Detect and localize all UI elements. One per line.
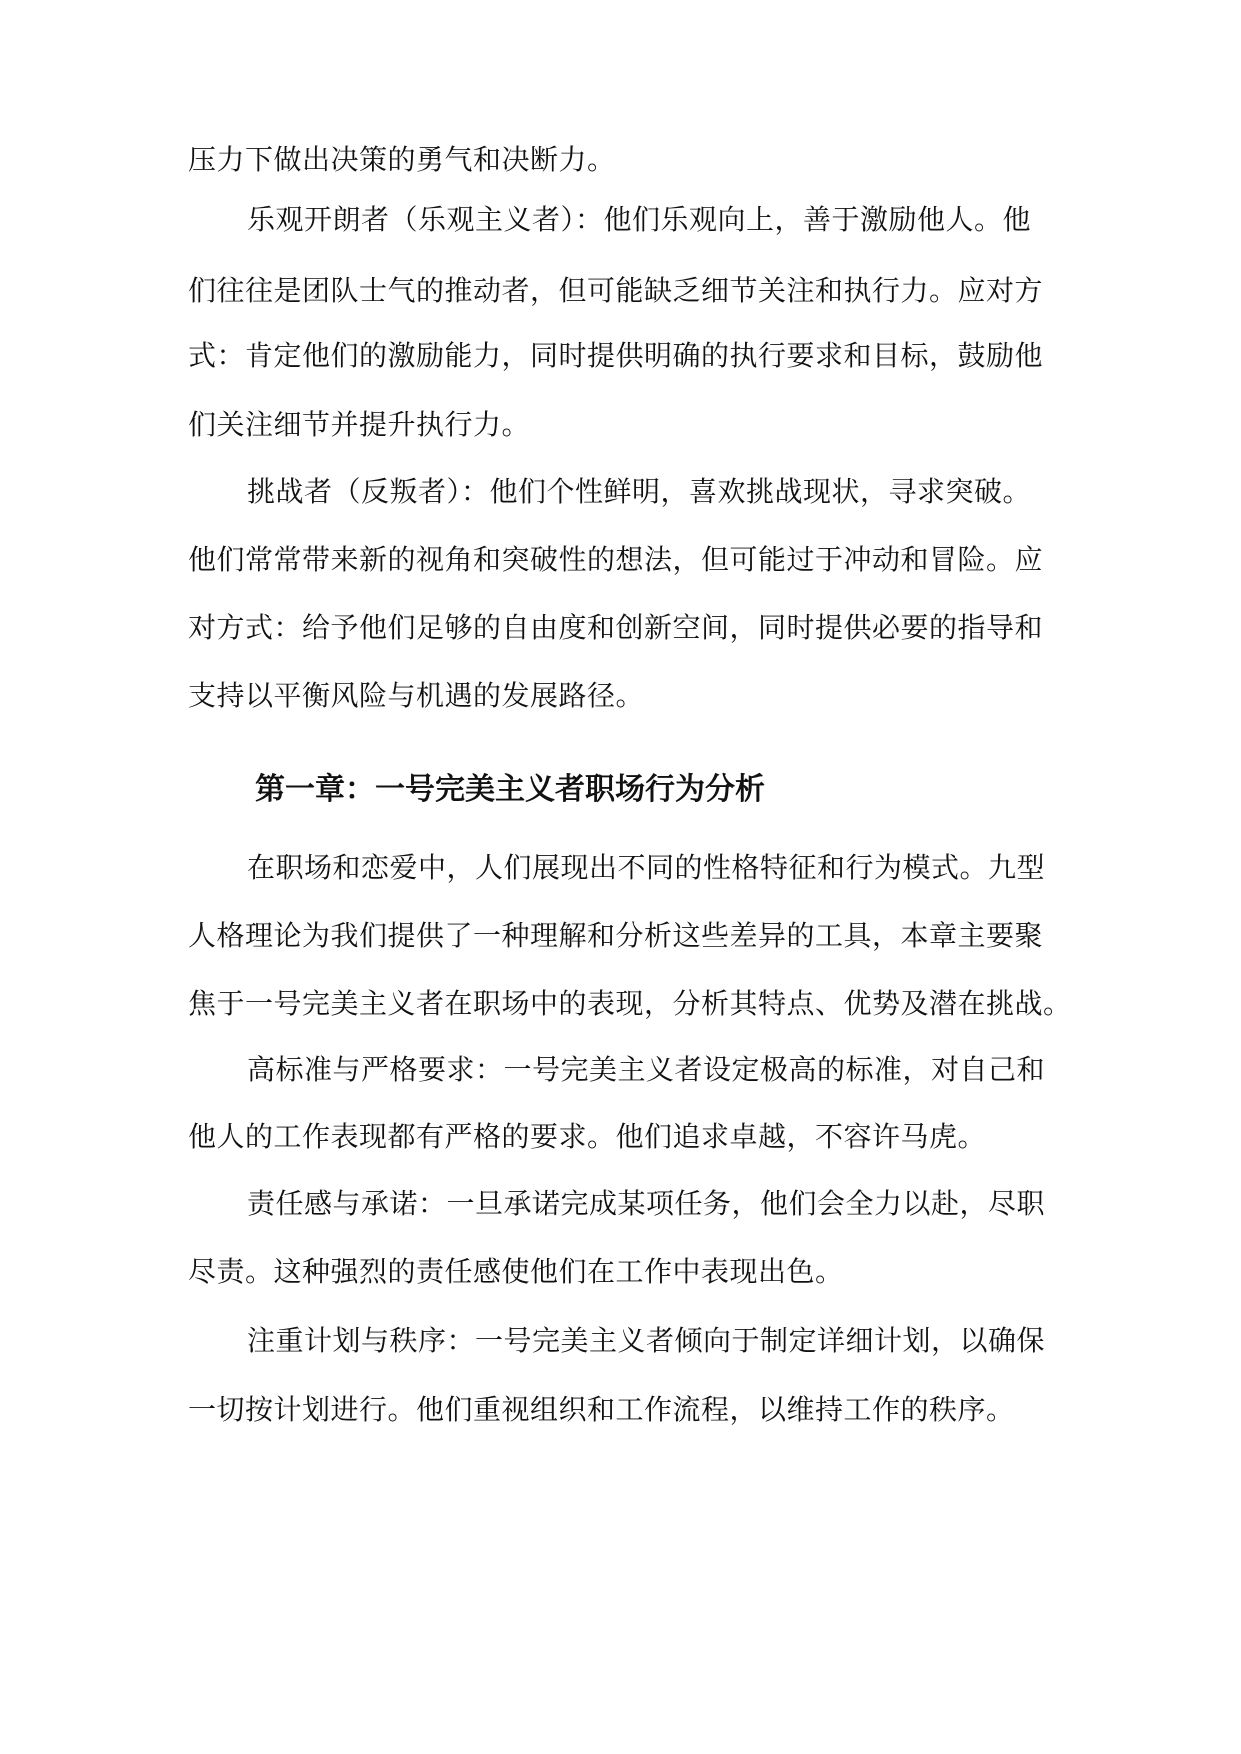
paragraph-line: 对方式：给予他们足够的自由度和创新空间，同时提供必要的指导和 (188, 611, 1044, 644)
paragraph-line: 们往往是团队士气的推动者，但可能缺乏细节关注和执行力。应对方 (188, 274, 1044, 307)
paragraph-line: 压力下做出决策的勇气和决断力。 (188, 143, 616, 176)
paragraph-line: 在职场和恋爱中，人们展现出不同的性格特征和行为模式。九型 (247, 851, 1046, 884)
paragraph-line: 挑战者（反叛者）：他们个性鲜明，喜欢挑战现状，寻求突破。 (247, 475, 1032, 508)
paragraph-line: 乐观开朗者（乐观主义者）：他们乐观向上，善于激励他人。他 (247, 203, 1032, 236)
paragraph-line: 他们常常带来新的视角和突破性的想法，但可能过于冲动和冒险。应 (188, 543, 1044, 576)
paragraph-line: 们关注细节并提升执行力。 (188, 408, 531, 441)
paragraph-line: 责任感与承诺：一旦承诺完成某项任务，他们会全力以赴，尽职 (247, 1187, 1046, 1220)
paragraph-line: 人格理论为我们提供了一种理解和分析这些差异的工具，本章主要聚 (188, 919, 1044, 952)
paragraph-line: 焦于一号完美主义者在职场中的表现，分析其特点、优势及潜在挑战。 (188, 987, 1072, 1020)
paragraph-line: 支持以平衡风险与机遇的发展路径。 (188, 679, 645, 712)
paragraph-line: 高标准与严格要求：一号完美主义者设定极高的标准，对自己和 (247, 1053, 1046, 1086)
chapter-heading: 第一章：一号完美主义者职场行为分析 (255, 772, 765, 807)
paragraph-line: 式：肯定他们的激励能力，同时提供明确的执行要求和目标，鼓励他 (188, 339, 1044, 372)
paragraph-line: 他人的工作表现都有严格的要求。他们追求卓越，不容许马虎。 (188, 1120, 987, 1153)
paragraph-line: 注重计划与秩序：一号完美主义者倾向于制定详细计划，以确保 (247, 1324, 1046, 1357)
paragraph-line: 尽责。这种强烈的责任感使他们在工作中表现出色。 (188, 1255, 844, 1288)
paragraph-line: 一切按计划进行。他们重视组织和工作流程，以维持工作的秩序。 (188, 1393, 1015, 1426)
